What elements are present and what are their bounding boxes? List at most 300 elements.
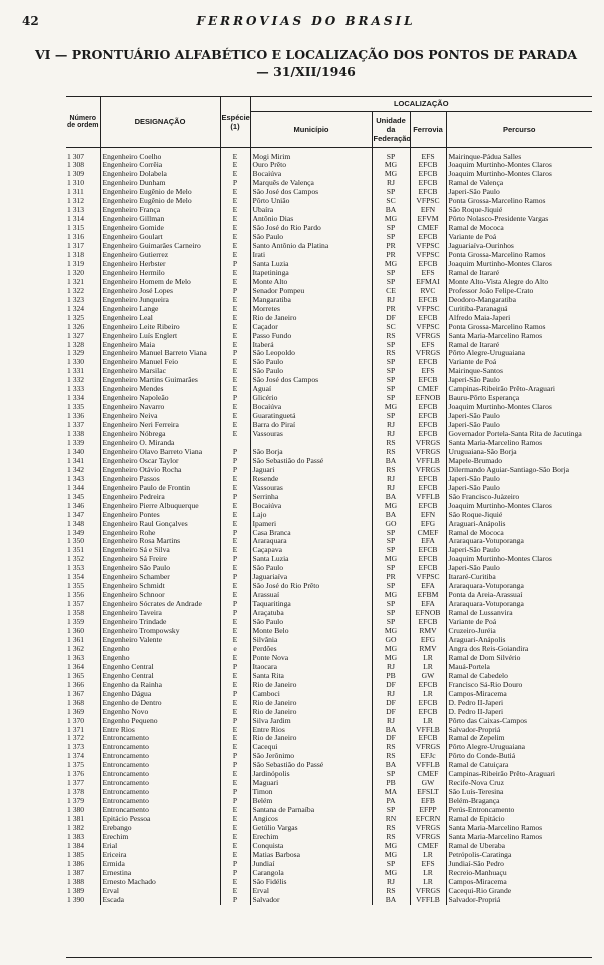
cell-especie: E [220, 314, 250, 323]
cell-percurso: Pôrto do Conde-Butiá [448, 752, 516, 761]
cell-designacao: Engenheiro Raul Gonçalves [100, 520, 220, 529]
cell-designacao: Engenheiro Rosa Martins [100, 537, 220, 546]
table-row [66, 403, 592, 412]
cell-ferrovia: VFRGS [410, 743, 446, 752]
table-row [66, 546, 592, 555]
cell-uf: MG [372, 555, 410, 564]
cell-numero: 1 362 [66, 645, 100, 654]
cell-especie: P [220, 663, 250, 672]
cell-percurso: Belém-Bragança [448, 797, 500, 806]
cell-percurso: D. Pedro II-Japeri [448, 698, 504, 707]
cell-designacao: Engenheiro Oscar Taylor [100, 457, 220, 466]
cell-percurso: Deodoro-Mangaratiba [448, 295, 516, 304]
cell-especie: E [220, 681, 250, 690]
cell-uf: PB [372, 672, 410, 681]
cell-ferrovia: EFCB [410, 484, 446, 493]
cell-municipio: Aguaí [250, 385, 372, 394]
cell-percurso: Mairinque-Pádua Salles [448, 151, 522, 161]
table-row [66, 672, 592, 681]
cell-uf: DF [372, 708, 410, 717]
cell-ferrovia: GW [410, 672, 446, 681]
table-row [66, 681, 592, 690]
cell-numero: 1 341 [66, 457, 100, 466]
table-row [66, 475, 592, 484]
cell-uf: MA [372, 788, 410, 797]
cell-numero: 1 355 [66, 582, 100, 591]
cell-ferrovia: LR [410, 851, 446, 860]
column-header-ferrovia: Ferrovia [410, 111, 446, 147]
table-row [66, 726, 592, 735]
cell-designacao: Engenheiro Pontes [100, 511, 220, 520]
cell-numero: 1 358 [66, 609, 100, 618]
cell-municipio: Guaratinguetá [250, 412, 372, 421]
cell-designacao: Engenheiro Sá e Silva [100, 546, 220, 555]
cell-numero: 1 373 [66, 743, 100, 752]
table-row [66, 242, 592, 251]
cell-uf: MG [372, 161, 410, 170]
cell-designacao: Engenheiro Dolabela [100, 170, 220, 179]
table-row [66, 233, 592, 242]
cell-ferrovia: EFJc [410, 752, 446, 761]
cell-ferrovia: EFCB [410, 502, 446, 511]
cell-numero: 1 317 [66, 242, 100, 251]
table-row [66, 690, 592, 699]
table-row [66, 770, 592, 779]
cell-numero: 1 382 [66, 824, 100, 833]
cell-ferrovia: EFPP [410, 806, 446, 815]
cell-designacao: Engenheiro Luís Englert [100, 332, 220, 341]
cell-percurso: Cruzeiro-Juréia [448, 627, 496, 636]
cell-designacao: Engenheiro O. Miranda [100, 439, 220, 448]
cell-ferrovia: EFSLT [410, 788, 446, 797]
cell-ferrovia: EFG [410, 636, 446, 645]
cell-especie: E [220, 188, 250, 197]
table-row [66, 717, 592, 726]
cell-percurso: Professor João Felipe-Crato [448, 286, 534, 295]
column-header-numero: Número de ordem [66, 97, 100, 147]
cell-especie: E [220, 770, 250, 779]
cell-especie: E [220, 385, 250, 394]
cell-especie: E [220, 305, 250, 314]
cell-numero: 1 388 [66, 878, 100, 887]
cell-especie: P [220, 573, 250, 582]
cell-designacao: Engenheiro Corrêia [100, 161, 220, 170]
table-row [66, 537, 592, 546]
cell-percurso: Ramal de Lussanvira [448, 609, 513, 618]
cell-ferrovia: EFCB [410, 618, 446, 627]
cell-numero: 1 338 [66, 430, 100, 439]
cell-designacao: Engenho Central [100, 663, 220, 672]
cell-ferrovia: LR [410, 690, 446, 699]
cell-designacao: Engenheiro Sócrates de Andrade [100, 600, 220, 609]
cell-numero: 1 351 [66, 546, 100, 555]
cell-uf: SP [372, 546, 410, 555]
cell-especie: E [220, 815, 250, 824]
cell-especie: E [220, 170, 250, 179]
cell-percurso: Francisco Sá-Rio Douro [448, 680, 523, 689]
cell-designacao: Engenho Pequeno [100, 717, 220, 726]
cell-numero: 1 348 [66, 520, 100, 529]
section-title-line-2: — 31/XII/1946 [256, 64, 356, 79]
cell-percurso: Santa Maria-Marcelino Ramos [448, 823, 543, 832]
cell-ferrovia: EFCB [410, 296, 446, 305]
cell-ferrovia: EFCB [410, 734, 446, 743]
table-row [66, 699, 592, 708]
cell-municipio: Jardinópolis [250, 770, 372, 779]
cell-municipio: São Sebastião do Passé [250, 761, 372, 770]
cell-designacao: Entroncamento [100, 779, 220, 788]
cell-municipio: Passo Fundo [250, 332, 372, 341]
cell-municipio: Maguari [250, 779, 372, 788]
cell-especie: E [220, 878, 250, 887]
cell-municipio: Rio de Janeiro [250, 314, 372, 323]
cell-municipio: Itaberá [250, 341, 372, 350]
cell-designacao: Entroncamento [100, 761, 220, 770]
cell-percurso: Variante de Poá [448, 358, 497, 367]
cell-numero: 1 359 [66, 618, 100, 627]
cell-uf: RS [372, 833, 410, 842]
cell-numero: 1 380 [66, 806, 100, 815]
cell-designacao: Engenheiro José Lopes [100, 287, 220, 296]
cell-numero: 1 322 [66, 287, 100, 296]
cell-ferrovia: EFCB [410, 170, 446, 179]
cell-designacao: Engenheiro Passos [100, 475, 220, 484]
cell-uf: RJ [372, 484, 410, 493]
table-row [66, 170, 592, 179]
cell-municipio: Erval [250, 887, 372, 896]
table-row [66, 833, 592, 842]
cell-ferrovia: EFCB [410, 403, 446, 412]
cell-designacao: Engenheiro Maia [100, 341, 220, 350]
cell-designacao: Ernestina [100, 869, 220, 878]
cell-percurso: Joaquim Murtinho-Montes Claros [448, 403, 552, 412]
table-row [66, 743, 592, 752]
cell-ferrovia: LR [410, 878, 446, 887]
table-row [66, 761, 592, 770]
cell-especie: P [220, 717, 250, 726]
cell-numero: 1 370 [66, 717, 100, 726]
table-row [66, 188, 592, 197]
cell-uf: PR [372, 251, 410, 260]
cell-municipio: Mangaratiba [250, 296, 372, 305]
cell-uf: SP [372, 233, 410, 242]
cell-especie: E [220, 484, 250, 493]
cell-percurso: Ramal de Mococa [448, 528, 504, 537]
cell-ferrovia: EFS [410, 367, 446, 376]
cell-municipio: Silvânia [250, 636, 372, 645]
cell-ferrovia: EFCB [410, 260, 446, 269]
cell-uf: DF [372, 314, 410, 323]
table-row [66, 147, 592, 161]
table-row [66, 457, 592, 466]
cell-especie: P [220, 287, 250, 296]
cell-numero: 1 372 [66, 734, 100, 743]
cell-designacao: Engenheiro Lange [100, 305, 220, 314]
cell-ferrovia: EFN [410, 206, 446, 215]
cell-municipio: Ipameri [250, 520, 372, 529]
cell-uf: SC [372, 323, 410, 332]
stops-table-wrapper [66, 96, 592, 958]
cell-uf: MG [372, 851, 410, 860]
cell-percurso: Araraquara-Votuporanga [448, 537, 524, 546]
table-row [66, 421, 592, 430]
cell-uf: BA [372, 726, 410, 735]
cell-especie: E [220, 475, 250, 484]
table-row [66, 502, 592, 511]
cell-percurso: Pôrto Alegre-Uruguaiana [448, 349, 526, 358]
cell-municipio: São Jerônimo [250, 752, 372, 761]
cell-numero: 1 319 [66, 260, 100, 269]
cell-designacao: Engenheiro Mendes [100, 385, 220, 394]
cell-uf: PR [372, 305, 410, 314]
cell-ferrovia: VFRGS [410, 349, 446, 358]
cell-designacao: Escada [100, 896, 220, 905]
cell-uf: RS [372, 466, 410, 475]
cell-designacao: Entroncamento [100, 788, 220, 797]
cell-ferrovia: EFA [410, 582, 446, 591]
cell-ferrovia: EFB [410, 797, 446, 806]
cell-numero: 1 390 [66, 896, 100, 905]
cell-especie: E [220, 537, 250, 546]
cell-ferrovia: EFCB [410, 188, 446, 197]
column-header-designacao: DESIGNAÇÃO [100, 97, 220, 147]
table-row [66, 600, 592, 609]
cell-percurso: Ramal de Uberaba [448, 841, 506, 850]
cell-percurso: Governador Portela-Santa Rita de Jacutinga [448, 430, 582, 439]
cell-uf: SP [372, 147, 410, 161]
cell-ferrovia: EFCRN [410, 815, 446, 824]
table-row [66, 197, 592, 206]
cell-municipio: Ouro Prêto [250, 161, 372, 170]
cell-ferrovia: EFCB [410, 376, 446, 385]
table-row [66, 860, 592, 869]
cell-municipio: Rio de Janeiro [250, 681, 372, 690]
cell-ferrovia: EFBM [410, 591, 446, 600]
cell-uf: SC [372, 197, 410, 206]
cell-especie: P [220, 394, 250, 403]
cell-percurso: Campos-Miracema [448, 689, 507, 698]
cell-designacao: Ernesto Machado [100, 878, 220, 887]
cell-percurso: Variante de Poá [448, 233, 497, 242]
table-row [66, 627, 592, 636]
cell-designacao: Erval [100, 887, 220, 896]
cell-ferrovia: VFRGS [410, 439, 446, 448]
cell-ferrovia: EFNOB [410, 609, 446, 618]
cell-percurso: São Roque-Jiquié [448, 510, 503, 519]
cell-designacao: Entroncamento [100, 770, 220, 779]
cell-designacao: Engenheiro Olavo Barreto Viana [100, 448, 220, 457]
cell-ferrovia: VFPSC [410, 251, 446, 260]
cell-especie: E [220, 672, 250, 681]
cell-uf: MG [372, 260, 410, 269]
cell-municipio: Belém [250, 797, 372, 806]
cell-uf: SP [372, 269, 410, 278]
cell-especie: P [220, 555, 250, 564]
cell-numero: 1 330 [66, 358, 100, 367]
cell-designacao: Ericeira [100, 851, 220, 860]
cell-numero: 1 366 [66, 681, 100, 690]
cell-ferrovia: EFCB [410, 233, 446, 242]
cell-especie: P [220, 349, 250, 358]
cell-percurso: Joaquim Murtinho-Montes Claros [448, 259, 552, 268]
cell-numero: 1 334 [66, 394, 100, 403]
cell-uf: SP [372, 564, 410, 573]
cell-percurso: Ramal de Itararé [448, 268, 500, 277]
cell-designacao: Engenheiro Pierre Albuquerque [100, 502, 220, 511]
cell-uf: GO [372, 520, 410, 529]
cell-numero: 1 352 [66, 555, 100, 564]
cell-numero: 1 381 [66, 815, 100, 824]
cell-municipio: Bocaiúva [250, 502, 372, 511]
cell-ferrovia: EFG [410, 520, 446, 529]
cell-percurso: São Luís-Teresina [448, 788, 504, 797]
cell-ferrovia: EFCB [410, 314, 446, 323]
cell-numero: 1 310 [66, 179, 100, 188]
cell-municipio: São Sebastião do Passé [250, 457, 372, 466]
cell-uf: BA [372, 511, 410, 520]
cell-ferrovia: EFCB [410, 546, 446, 555]
cell-numero: 1 369 [66, 708, 100, 717]
cell-especie: E [220, 887, 250, 896]
cell-uf: RJ [372, 430, 410, 439]
cell-municipio: Senador Pompeu [250, 287, 372, 296]
cell-especie: E [220, 851, 250, 860]
cell-uf: SP [372, 278, 410, 287]
table-row [66, 797, 592, 806]
cell-uf: MG [372, 645, 410, 654]
cell-numero: 1 313 [66, 206, 100, 215]
cell-ferrovia: EFCB [410, 564, 446, 573]
table-row [66, 582, 592, 591]
cell-especie: E [220, 233, 250, 242]
cell-uf: RJ [372, 717, 410, 726]
cell-percurso: D. Pedro II-Japeri [448, 707, 504, 716]
cell-ferrovia: EFCB [410, 708, 446, 717]
cell-designacao: Engenho [100, 645, 220, 654]
cell-numero: 1 325 [66, 314, 100, 323]
table-row [66, 341, 592, 350]
cell-especie: E [220, 242, 250, 251]
cell-numero: 1 318 [66, 251, 100, 260]
cell-municipio: Angicos [250, 815, 372, 824]
cell-municipio: Bocaiúva [250, 403, 372, 412]
cell-especie: E [220, 654, 250, 663]
table-row [66, 385, 592, 394]
cell-designacao: Epitácio Pessoa [100, 815, 220, 824]
cell-municipio: Serrinha [250, 493, 372, 502]
cell-especie: E [220, 323, 250, 332]
cell-especie: E [220, 215, 250, 224]
cell-especie: E [220, 511, 250, 520]
cell-numero: 1 374 [66, 752, 100, 761]
table-row [66, 269, 592, 278]
stops-table [66, 97, 592, 905]
cell-designacao: Engenheiro Nóbrega [100, 430, 220, 439]
cell-percurso: Ramal de Valença [448, 179, 504, 188]
cell-uf: DF [372, 734, 410, 743]
table-row [66, 851, 592, 860]
cell-uf: SP [372, 860, 410, 869]
cell-uf: RN [372, 815, 410, 824]
table-row [66, 224, 592, 233]
cell-municipio: Entre Rios [250, 726, 372, 735]
cell-especie: E [220, 269, 250, 278]
cell-municipio: Morretes [250, 305, 372, 314]
cell-especie: E [220, 197, 250, 206]
cell-especie: E [220, 147, 250, 161]
cell-numero: 1 375 [66, 761, 100, 770]
cell-municipio: Caçapava [250, 546, 372, 555]
table-row [66, 439, 592, 448]
cell-percurso: Araguari-Anápolis [448, 635, 506, 644]
cell-municipio: Santa Luzia [250, 260, 372, 269]
cell-municipio: São Paulo [250, 618, 372, 627]
cell-designacao: Engenheiro Trindade [100, 618, 220, 627]
cell-numero: 1 326 [66, 323, 100, 332]
cell-designacao: Engenheiro Paulo de Frontin [100, 484, 220, 493]
page-number: 42 [22, 14, 39, 28]
table-row [66, 448, 592, 457]
cell-ferrovia: LR [410, 654, 446, 663]
cell-especie: P [220, 761, 250, 770]
cell-percurso: Pôrto Alegre-Uruguaiana [448, 743, 526, 752]
cell-percurso: São Roque-Jiquié [448, 206, 503, 215]
cell-especie: E [220, 842, 250, 851]
cell-designacao: Engenheiro Guimarães Carneiro [100, 242, 220, 251]
cell-especie: P [220, 493, 250, 502]
table-row [66, 349, 592, 358]
cell-numero: 1 364 [66, 663, 100, 672]
cell-uf: RJ [372, 296, 410, 305]
cell-percurso: Ramal de Itararé [448, 340, 500, 349]
cell-uf: SP [372, 770, 410, 779]
cell-especie: E [220, 332, 250, 341]
cell-ferrovia: LR [410, 663, 446, 672]
table-row [66, 314, 592, 323]
cell-municipio: Taquaritinga [250, 600, 372, 609]
cell-numero: 1 311 [66, 188, 100, 197]
cell-percurso: Jundiaí-São Pedro [448, 859, 504, 868]
cell-numero: 1 363 [66, 654, 100, 663]
cell-designacao: Engenheiro Gillman [100, 215, 220, 224]
cell-designacao: Engenheiro Eugênio de Melo [100, 188, 220, 197]
cell-especie: P [220, 260, 250, 269]
cell-ferrovia: VFFLB [410, 726, 446, 735]
cell-uf: SP [372, 806, 410, 815]
cell-especie: P [220, 448, 250, 457]
table-row [66, 815, 592, 824]
cell-municipio: Resende [250, 475, 372, 484]
cell-percurso: Japeri-São Paulo [448, 376, 500, 385]
cell-uf: MG [372, 502, 410, 511]
cell-especie: E [220, 699, 250, 708]
table-row [66, 332, 592, 341]
cell-designacao: Engenheiro Rohe [100, 529, 220, 538]
cell-designacao: Engenheiro Neri Ferreira [100, 421, 220, 430]
cell-uf: MG [372, 215, 410, 224]
cell-uf: SP [372, 376, 410, 385]
cell-numero: 1 328 [66, 341, 100, 350]
cell-numero: 1 309 [66, 170, 100, 179]
table-row [66, 179, 592, 188]
cell-ferrovia: EFMAI [410, 278, 446, 287]
cell-designacao: Engenheiro Manuel Feio [100, 358, 220, 367]
cell-municipio: Santana de Parnaíba [250, 806, 372, 815]
cell-especie: P [220, 600, 250, 609]
table-row [66, 591, 592, 600]
table-row [66, 869, 592, 878]
cell-municipio [250, 439, 372, 448]
